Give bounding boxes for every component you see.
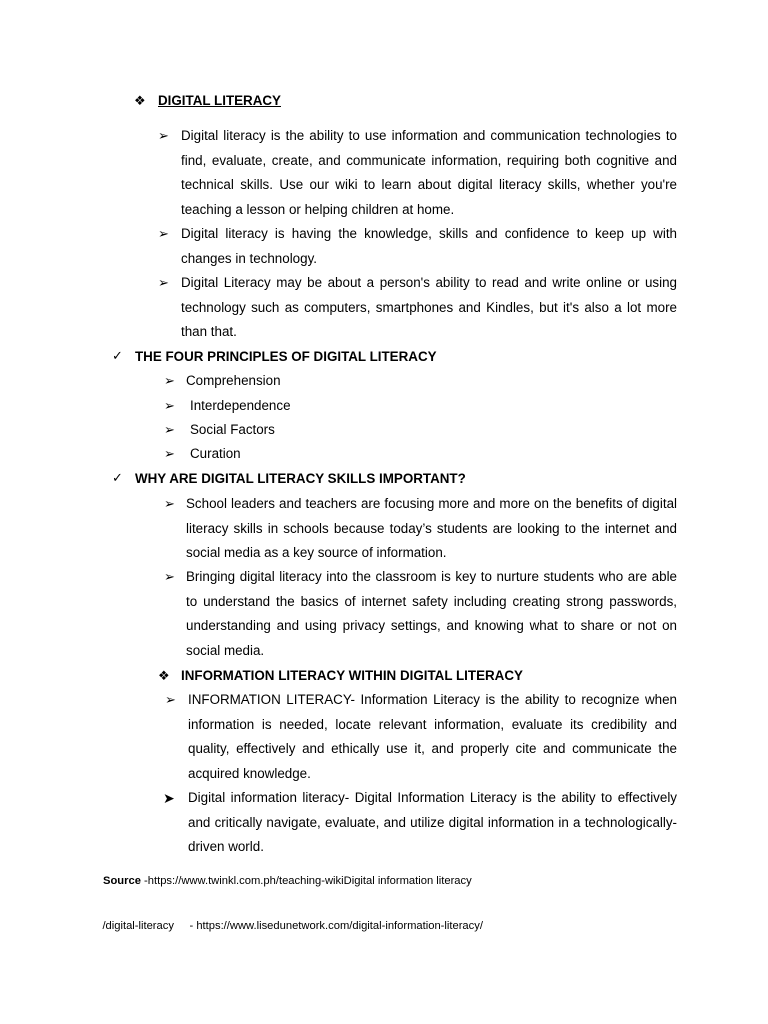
source-label: Source: [103, 875, 141, 887]
arrow-bullet-icon: ➢: [158, 129, 169, 144]
importance-paragraph-1: School leaders and teachers are focusing more and more on the benefits of digital literacy skills in schools because today’s students are looking to the internet and social media as a key source of information.: [186, 496, 677, 561]
arrow-bullet-icon: ➢: [164, 497, 175, 512]
arrow-bullet-icon: ➢: [164, 374, 175, 389]
check-bullet-icon: ✓: [112, 471, 123, 486]
check-bullet-icon: ✓: [112, 349, 123, 364]
definition-paragraph-2: Digital literacy is having the knowledge, skills and confidence to keep up with changes in technology.: [181, 226, 677, 266]
arrow-bullet-icon: ➢: [164, 423, 175, 438]
arrow-bullet-icon: ➢: [164, 570, 175, 585]
source-url-2: /digital-literacy - https://www.lisedunetwork.com/digital-information-literacy/: [102, 920, 483, 932]
principle-item: Interdependence: [190, 398, 291, 413]
source-line-1: [103, 873, 472, 889]
diamond-bullet-icon: ❖: [158, 669, 170, 684]
arrow-bullet-icon: ➢: [158, 227, 169, 242]
source-url-1: -https://www.twinkl.com.ph/teaching-wikiDigital information literacy: [140, 875, 472, 887]
section-heading-information-literacy: INFORMATION LITERACY WITHIN DIGITAL LITERACY: [181, 668, 523, 683]
section-heading-four-principles: THE FOUR PRINCIPLES OF DIGITAL LITERACY: [135, 349, 437, 364]
arrow-bullet-icon: ➢: [158, 276, 169, 291]
importance-paragraph-2: Bringing digital literacy into the classroom is key to nurture students who are able to understand the basics of internet safety including creating strong passwords, understanding and using privacy settings, and knowing what to share or not on social media.: [186, 569, 677, 658]
principle-item: Social Factors: [190, 422, 275, 437]
definition-paragraph-3: Digital Literacy may be about a person's ability to read and write online or using technology such as computers, smartphones and Kindles, but it's also a lot more than that.: [181, 275, 677, 340]
arrow-bullet-icon: ➢: [164, 399, 175, 414]
information-literacy-paragraph: INFORMATION LITERACY- Information Literacy is the ability to recognize when information is needed, locate relevant information, evaluate its credibility and quality, effectively and ethically use it, and properly cite and communicate the acquired knowledge.: [188, 692, 677, 781]
section-heading-digital-literacy: DIGITAL LITERACY: [158, 93, 281, 108]
section-heading-why-important: WHY ARE DIGITAL LITERACY SKILLS IMPORTANT?: [135, 471, 466, 486]
digital-information-literacy-paragraph: Digital information literacy- Digital Information Literacy is the ability to effectively and critically navigate, evaluate, and utilize digital information in a technologically-driven world.: [188, 790, 677, 855]
principle-item: Comprehension: [186, 373, 281, 388]
source-line-2: [90, 902, 483, 950]
arrow-bullet-icon: ➢: [164, 447, 175, 462]
principle-item: Curation: [190, 446, 241, 461]
definition-paragraph-1: Digital literacy is the ability to use information and communication technologies to find, evaluate, create, and communicate information, requiring both cognitive and technical skills. Use our wiki to learn about digital literacy skills, whether you're teaching a lesson or helping children at home.: [181, 128, 677, 217]
arrow-bullet-icon: ➢: [165, 693, 176, 708]
diamond-bullet-icon: ❖: [134, 94, 146, 109]
arrow-bold-bullet-icon: ➤: [163, 791, 175, 807]
